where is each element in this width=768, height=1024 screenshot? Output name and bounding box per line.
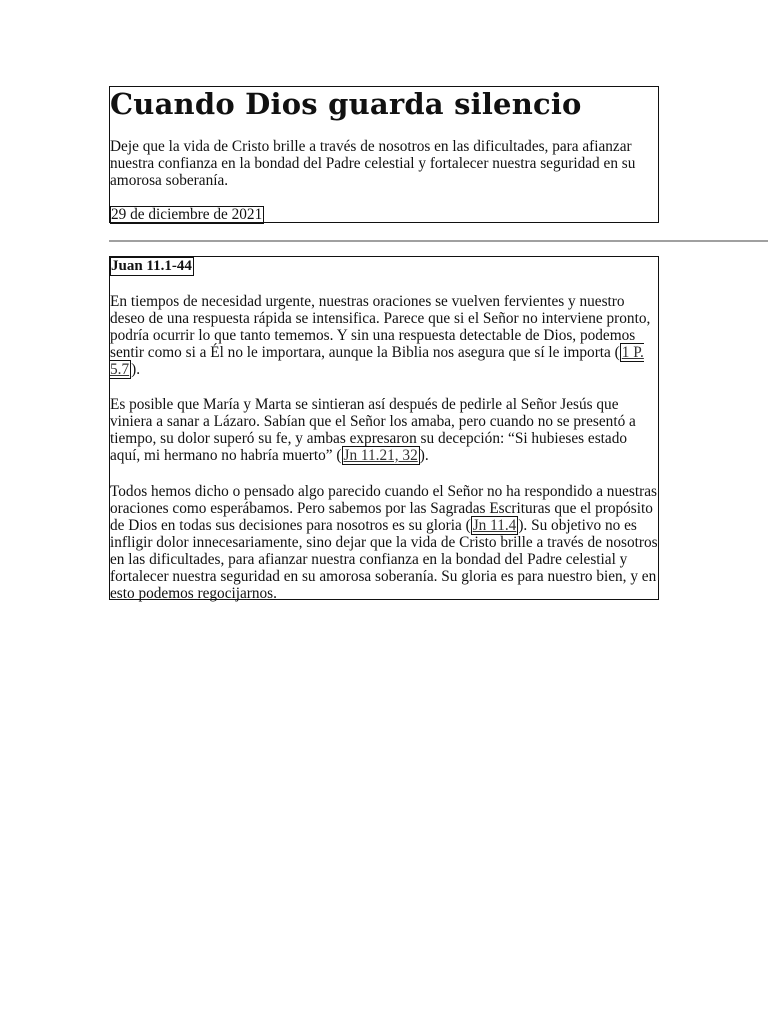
article-header	[109, 86, 659, 223]
paragraph-text: En tiempos de necesidad urgente, nuestras oraciones se vuelven fervientes y nuestro deseo de una respuesta rápida se intensifica. Parece que si el Señor no interviene pronto, podría ocurrir lo que tanto tememos. Y sin una respuesta detectable de Dios, podemos sentir como si a Él no le importara, aunque la Biblia nos asegura que sí le importa (	[110, 293, 651, 361]
section-divider	[109, 240, 768, 242]
bible-reference-link[interactable]: Jn 11.21, 32	[343, 447, 418, 464]
paragraph-1	[110, 293, 658, 378]
article-subtitle: Deje que la vida de Cristo brille a través de nosotros en las dificultades, para afianzar nuestra confianza en la bondad del Padre celestial y fortalecer nuestra seguridad en su amorosa soberanía.	[110, 138, 636, 189]
bible-reference-link[interactable]: Jn 11.4	[472, 517, 517, 534]
paragraph-2	[110, 396, 658, 464]
publish-date: 29 de diciembre de 2021	[111, 206, 263, 223]
page-title: Cuando Dios guarda silencio	[110, 87, 582, 121]
paragraph-text: ).	[419, 447, 429, 464]
bible-reference-link[interactable]: 1 P. 5.7	[110, 344, 644, 378]
scripture-reference: Juan 11.1-44	[111, 258, 192, 274]
paragraph-text: ). Su objetivo no es infligir dolor innecesariamente, sino dejar que la vida de Cristo brille a través de nosotros en las dificultades, para afianzar nuestra confianza en la bondad del Padre celestial y fortalecer nuestra seguridad en su amorosa soberanía. Su gloria es para nuestro bien, y en esto podemos regocijarnos.	[110, 517, 658, 602]
paragraph-text: ).	[131, 361, 141, 378]
paragraph-text: Todos hemos dicho o pensado algo parecido cuando el Señor no ha respondido a nuestras oraciones como esperábamos. Pero sabemos por las Sagradas Escrituras que el propósito de Dios en todas sus decisiones para nosotros es su gloria (	[110, 483, 657, 534]
devotional-body	[109, 256, 659, 600]
paragraph-text: Es posible que María y Marta se sintieran así después de pedirle al Señor Jesús que viniera a sanar a Lázaro. Sabían que el Señor los amaba, pero cuando no se presentó a tiempo, su dolor superó su fe, y ambas expresaron su decepción: “Si hubieses estado aquí, mi hermano no habría muerto” (	[110, 396, 636, 464]
paragraph-3	[110, 483, 658, 602]
